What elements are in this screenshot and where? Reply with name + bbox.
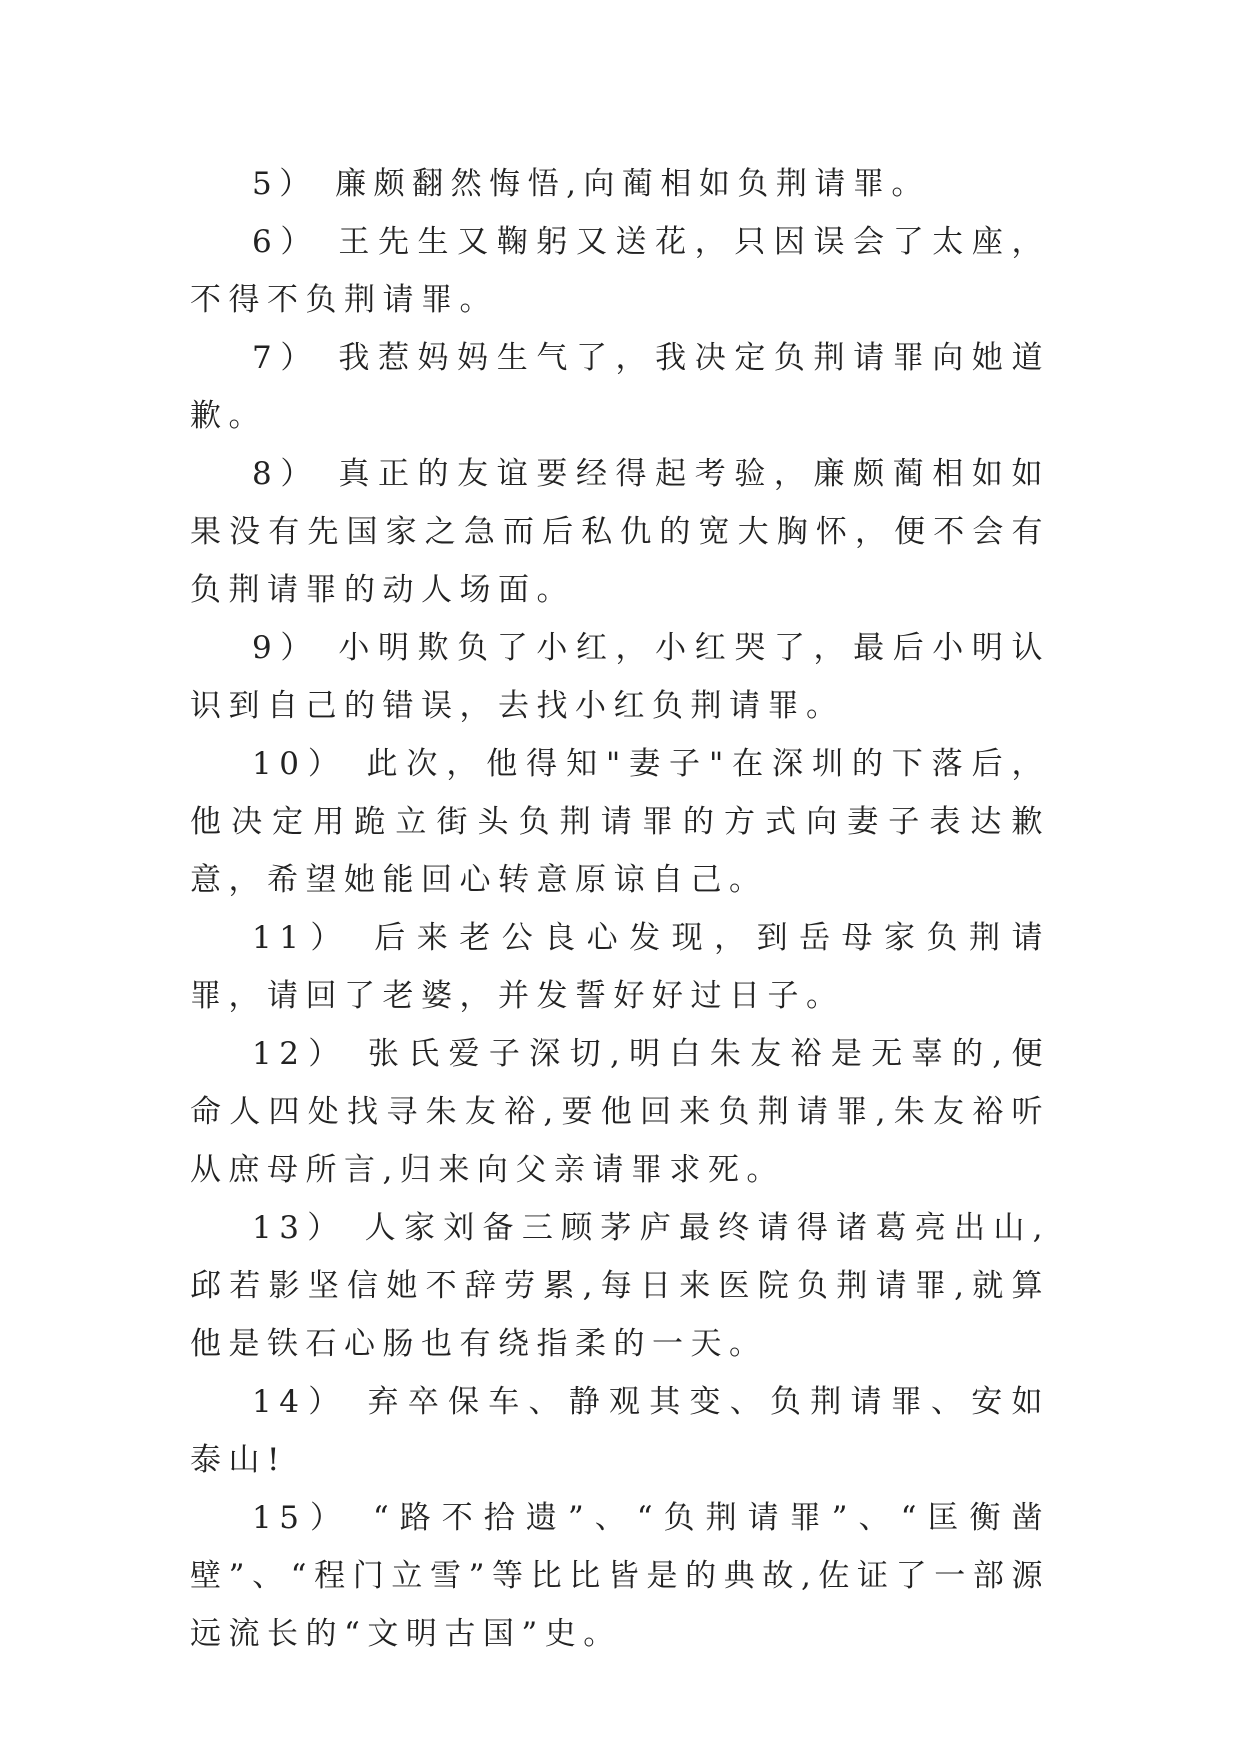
paragraph-12: 12） 张氏爱子深切,明白朱友裕是无辜的,便命人四处找寻朱友裕,要他回来负荆请罪,朱友裕听从庶母所言,归来向父亲请罪求死。 <box>190 1036 1050 1188</box>
paragraph-7: 7） 我惹妈妈生气了，我决定负荆请罪向她道歉。 <box>190 340 1050 434</box>
paragraph-8: 8） 真正的友谊要经得起考验，廉颇蔺相如如果没有先国家之急而后私仇的宽大胸怀，便不会有负荆请罪的动人场面。 <box>190 456 1050 608</box>
paragraph-5: 5） 廉颇翻然悔悟,向蔺相如负荆请罪。 <box>252 166 930 202</box>
paragraph-11: 11） 后来老公良心发现，到岳母家负荆请罪，请回了老婆，并发誓好好过日子。 <box>190 920 1050 1014</box>
paragraph-14: 14） 弃卒保车、静观其变、负荆请罪、安如泰山! <box>190 1384 1050 1478</box>
paragraph-15: 15） “路不拾遗”、“负荆请罪”、“匡衡凿壁”、“程门立雪”等比比皆是的典故,佐证了一部源远流长的“文明古国”史。 <box>190 1500 1050 1652</box>
paragraph-10: 10） 此次，他得知"妻子"在深圳的下落后，他决定用跪立街头负荆请罪的方式向妻子表达歉意，希望她能回心转意原谅自己。 <box>190 746 1050 898</box>
document-body <box>190 155 1050 1663</box>
paragraph-13: 13） 人家刘备三顾茅庐最终请得诸葛亮出山,邱若影坚信她不辞劳累,每日来医院负荆请罪,就算他是铁石心肠也有绕指柔的一天。 <box>190 1210 1050 1362</box>
paragraph-9: 9） 小明欺负了小红，小红哭了，最后小明认识到自己的错误，去找小红负荆请罪。 <box>190 630 1050 724</box>
paragraph-6: 6） 王先生又鞠躬又送花，只因误会了太座，不得不负荆请罪。 <box>190 224 1050 318</box>
